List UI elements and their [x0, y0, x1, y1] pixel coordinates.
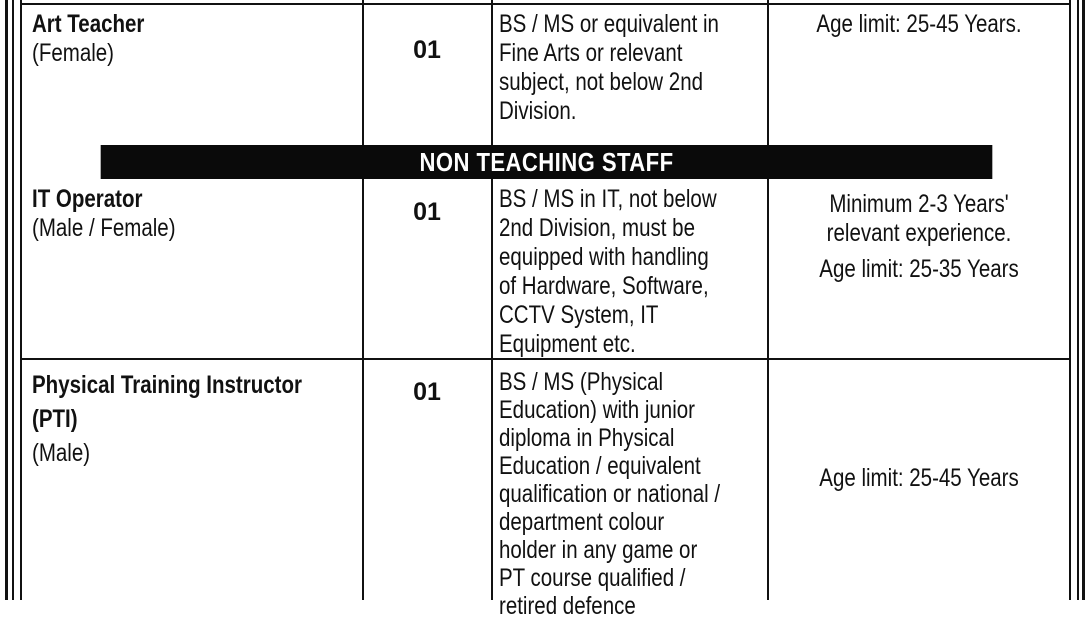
position-title: IT Operator	[32, 185, 143, 213]
qualification-line: qualification or national /	[499, 480, 721, 508]
qualification-line: Equipment etc.	[499, 330, 636, 358]
requirement-line: Minimum 2-3 Years'	[829, 190, 1009, 218]
table-border-left	[20, 0, 22, 600]
qualification-line: holder in any game or	[499, 536, 698, 564]
requirement	[796, 190, 1042, 284]
qualification	[499, 185, 761, 359]
page-border-right	[1082, 0, 1085, 600]
section-header: NON TEACHING STAFF	[101, 145, 993, 179]
col-divider-2a	[491, 0, 493, 145]
qualification	[499, 368, 761, 620]
position-title: Art Teacher	[32, 10, 145, 38]
position-title-abbr: (PTI)	[32, 405, 78, 433]
requirement-line: Age limit: 25-35 Years	[819, 255, 1019, 283]
qualification-line: BS / MS or equivalent in	[499, 10, 719, 38]
qualification-line: of Hardware, Software,	[499, 272, 709, 300]
post-count: 01	[413, 378, 441, 406]
page-border-right-inner	[1077, 0, 1079, 600]
qualification-line: Education / equivalent	[499, 452, 701, 480]
requirement	[796, 10, 1042, 39]
position-gender: (Female)	[32, 39, 115, 67]
qualification-line: diploma in Physical	[499, 424, 675, 452]
requirement-line: Age limit: 25-45 Years.	[816, 10, 1022, 38]
qualification-line: CCTV System, IT	[499, 301, 659, 329]
qualification-line: BS / MS in IT, not below	[499, 185, 717, 213]
requirement-line: relevant experience.	[826, 219, 1012, 247]
page-border-left	[5, 0, 8, 600]
qualification-line: Education) with junior	[499, 396, 695, 424]
col-divider-3b	[767, 179, 769, 600]
qualification-line: department colour	[499, 508, 665, 536]
row-border-top	[20, 3, 1071, 5]
position-gender: (Male / Female)	[32, 214, 176, 242]
position-gender: (Male)	[32, 439, 91, 467]
col-divider-3a	[767, 0, 769, 145]
requirement-line: Age limit: 25-45 Years	[819, 464, 1019, 492]
post-count: 01	[413, 36, 441, 64]
qualification-line: retired defence	[499, 592, 636, 620]
page-border-left-inner	[12, 0, 14, 600]
col-divider-1a	[362, 0, 364, 145]
qualification-line: 2nd Division, must be	[499, 214, 695, 242]
col-divider-2b	[491, 179, 493, 600]
qualification-line: Division.	[499, 97, 577, 125]
table-border-right	[1069, 0, 1071, 600]
requirement	[796, 464, 1042, 493]
qualification-line: subject, not below 2nd	[499, 68, 704, 96]
qualification-line: PT course qualified /	[499, 564, 686, 592]
qualification-line: BS / MS (Physical	[499, 368, 664, 396]
qualification-line: Fine Arts or relevant	[499, 39, 683, 67]
position-title: Physical Training Instructor	[32, 371, 302, 399]
qualification-line: equipped with handling	[499, 243, 709, 271]
post-count: 01	[413, 198, 441, 226]
qualification	[499, 10, 761, 126]
